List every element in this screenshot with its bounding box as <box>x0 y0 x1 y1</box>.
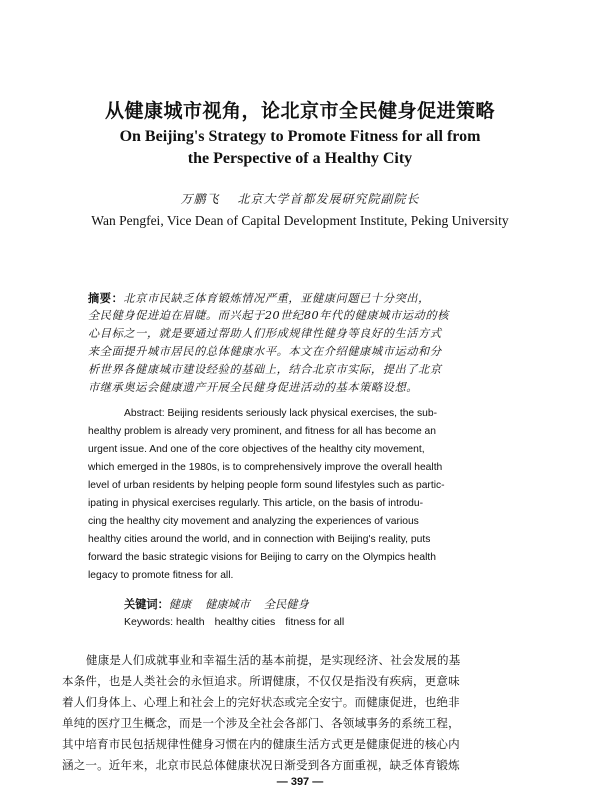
body-line-2: 本条件，也是人类社会的永恒追求。所谓健康，不仅仅是指没有疾病，更意味 <box>62 674 460 688</box>
author-chinese <box>0 190 600 207</box>
abstract-english-line-6: ipating in physical exercises regularly. This article, on the basis of introdu- <box>88 498 424 509</box>
abstract-english-line-3: urgent issue. And one of the core objectives of the healthy city movement, <box>88 444 425 455</box>
keyword-english-1: health <box>175 616 205 628</box>
abstract-label-chinese: 摘要： <box>88 291 124 305</box>
keyword-chinese-2: 健康城市 <box>205 598 250 611</box>
abstract-english-line-8: healthy cities around the world, and in connection with Beijing's reality, puts <box>88 534 431 545</box>
title-english-line-2: the Perspective of a Healthy City <box>187 150 413 167</box>
body-line-3: 着人们身体上、心理上和社会上的完好状态或完全安宁。而健康促进，也绝非 <box>62 695 460 709</box>
abstract-chinese-line-1 <box>88 289 530 308</box>
abstract-chinese-line-5: 析世界各健康城市建设经验的基础上，结合北京市实际，提出了北京 <box>88 363 442 376</box>
author-name-chinese: 万鹏飞 <box>180 192 220 206</box>
keyword-english-3: fitness for all <box>285 616 345 628</box>
keyword-chinese-3: 全民健身 <box>263 598 309 611</box>
body-line-1: 健康是人们成就事业和幸福生活的基本前提，是实现经济、社会发展的基 <box>86 653 461 667</box>
abstract-chinese-line-2: 全民健身促进迫在眉睫。而兴起于20世纪80年代的健康城市运动的核 <box>88 309 449 322</box>
keywords-chinese <box>124 596 309 612</box>
abstract-chinese-text: 北京市民缺乏体育锻炼情况严重，亚健康问题已十分突出， <box>123 292 430 305</box>
abstract-english-line-1: Abstract: Beijing residents seriously lack physical exercises, the sub- <box>124 408 438 419</box>
page-number: — 397 — <box>276 776 324 788</box>
abstract-english-line-5: level of urban residents by helping people form sound lifestyles such as partic- <box>88 480 445 491</box>
keywords-label-chinese: 关键词： <box>124 597 169 611</box>
abstract-english-line-4: which emerged in the 1980s, is to comprehensively improve the overall health <box>88 462 443 473</box>
abstract-chinese-line-4: 来全面提升城市居民的总体健康水平。本文在介绍健康城市运动和分 <box>88 345 442 358</box>
keyword-chinese-1: 健康 <box>168 598 192 611</box>
abstract-chinese-line-3: 心目标之一，就是要通过帮助人们形成规律性健身等良好的生活方式 <box>88 327 442 340</box>
abstract-english-line-7: cing the healthy city movement and analyzing the experiences of various <box>88 516 419 527</box>
title-english-line-1: On Beijing's Strategy to Promote Fitness for all from <box>119 128 481 145</box>
abstract-english-line-10: legacy to promote fitness for all. <box>88 570 234 581</box>
body-line-4: 单纯的医疗卫生概念，而是一个涉及全社会各部门、各领域事务的系统工程， <box>62 716 460 730</box>
author-english: Wan Pengfei, Vice Dean of Capital Development Institute, Peking University <box>91 213 509 228</box>
abstract-english-line-2: healthy problem is already very prominent, and fitness for all has become an <box>88 426 436 437</box>
author-affiliation-chinese: 北京大学首都发展研究院副院长 <box>237 192 420 206</box>
keywords-english <box>124 616 344 628</box>
title-chinese: 从健康城市视角，论北京市全民健身促进策略 <box>104 100 495 122</box>
body-line-5: 其中培育市民包括规律性健身习惯在内的健康生活方式更是健康促进的核心内 <box>62 737 460 751</box>
abstract-english-line-9: forward the basic strategic visions for Beijing to carry on the Olympics health <box>88 552 436 563</box>
abstract-chinese-line-6: 市继承奥运会健康遗产开展全民健身促进活动的基本策略设想。 <box>88 381 419 394</box>
keyword-english-2: healthy cities <box>214 616 276 628</box>
keywords-label-english: Keywords: <box>124 616 174 628</box>
body-line-6: 涵之一。近年来，北京市民总体健康状况日渐受到各方面重视，缺乏体育锻炼 <box>62 758 460 772</box>
